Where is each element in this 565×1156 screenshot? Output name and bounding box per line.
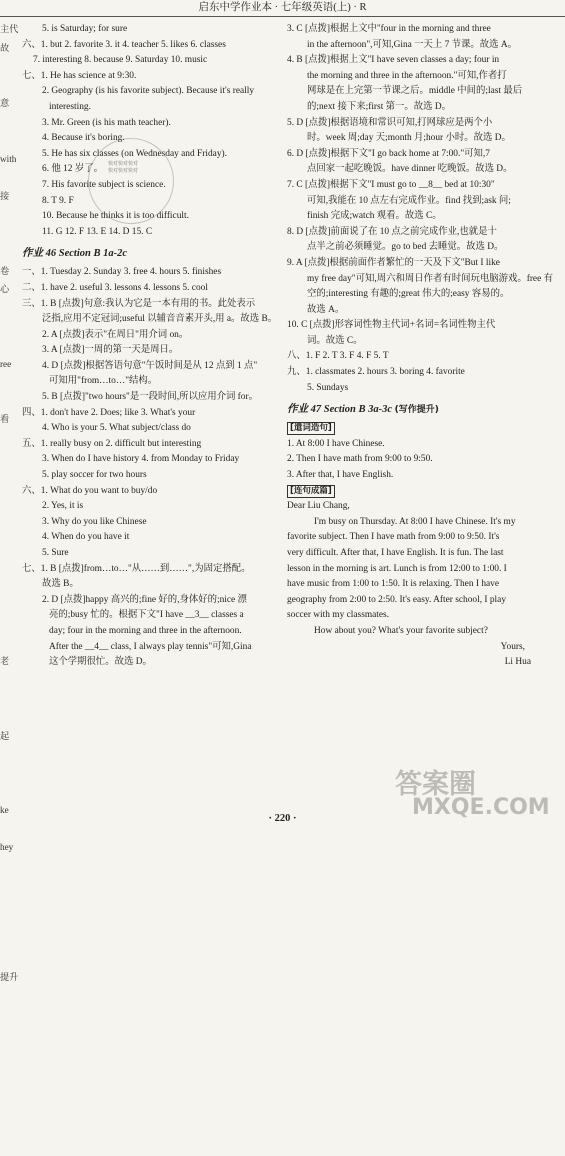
answer-line: interesting. (49, 101, 91, 112)
answer-line: the morning and three in the afternoon."可知,作者打 (307, 70, 507, 81)
edge-fragment (0, 431, 20, 450)
answer-line: 五、1. really busy on 2. difficult but interesting (22, 438, 202, 449)
edge-fragment (0, 394, 20, 413)
edge-fragment (0, 617, 20, 636)
answer-line: 3. When do I have history 4. from Monday to Friday (42, 454, 240, 465)
answer-line: 7. C [点拨]根据下文"I must go to __8__ bed at 10:30" (287, 179, 495, 190)
edge-fragment (0, 301, 20, 320)
answer-line: 3. After that, I have English. (287, 470, 394, 481)
answer-line: 故选 A。 (307, 304, 345, 315)
answer-line: How about you? What's your favorite subject? (314, 625, 488, 636)
answer-line: 2. Then I have math from 9:00 to 9:50. (287, 454, 433, 465)
answer-line: day; four in the morning and three in the afternoon. (49, 625, 242, 636)
answer-line: 3. Why do you like Chinese (42, 516, 147, 527)
answer-line: favorite subject. Then I have math from 9:00 to 9:50. It's (287, 532, 500, 543)
edge-fragment: 卷 (0, 265, 10, 276)
answer-line: 6. D [点拨]根据下文"I go back home at 7:00."可知,7 (287, 148, 490, 159)
answer-line: 2. Yes, it is (42, 501, 84, 512)
answer-line: 可知用"from…to…"结构。 (49, 376, 158, 387)
answer-line: 六、1. What do you want to buy/do (22, 485, 158, 496)
edge-fragment: 看 (0, 414, 10, 425)
answer-line: 点半之前必须睡觉。go to bed 去睡觉。故选 D。 (307, 242, 504, 253)
answer-line: 4. D [点拨]根据答语句意"午饭时间是从 12 点到 1 点" (42, 360, 258, 371)
answer-line: 三、1. B [点拨]句意:我认为它是一本有用的书。此处表示 (22, 298, 256, 309)
answer-line: 7. His favorite subject is science. (42, 179, 166, 190)
edge-fragment: 意 (0, 98, 10, 109)
answer-line: 八、1. F 2. T 3. F 4. F 5. T (287, 351, 389, 362)
answer-line: 2. D [点拨]happy 高兴的;fine 好的,身体好的;nice 漂 (42, 594, 247, 605)
answer-line: 这个学期很忙。故选 D。 (49, 657, 152, 668)
answer-line: have music from 1:00 to 1:50. It is relaxing. Then I have (287, 579, 500, 590)
answer-line: 可知,我能在 10 点左右完成作业。find 找到;ask 问; (307, 195, 511, 206)
watermark-logo: 答案圈 (395, 769, 476, 800)
stamp-text-1: 快对快对快对 (108, 161, 139, 167)
page-header (0, 0, 565, 17)
left-edge-fragments (0, 22, 20, 1156)
edge-fragment (0, 320, 20, 339)
composition-body (287, 499, 555, 639)
answer-line: 时。week 周;day 天;month 月;hour 小时。故选 D。 (307, 133, 511, 144)
answer-line: 四、1. don't have 2. Does; like 3. What's your (22, 407, 196, 418)
answer-line: After the __4__ class, I always play tennis"可知,Gina (49, 641, 252, 652)
answer-line: 5. D [点拨]根据语境和常识可知,打网球应是两个小 (287, 117, 493, 128)
left-column (22, 22, 278, 671)
answer-line: soccer with my classmates. (287, 610, 390, 621)
answer-line: 5. Sure (42, 548, 69, 558)
answer-line: I'm busy on Thursday. At 8:00 I have Chinese. It's my (314, 516, 516, 527)
watermark-url: MXQE.COM (412, 795, 550, 820)
circular-stamp (88, 138, 174, 224)
edge-fragment: 主代 (0, 24, 19, 34)
edge-fragment: hey (0, 842, 14, 853)
right-column (287, 22, 555, 671)
answer-line: 3. A [点拨]一周的第一天是周日。 (42, 345, 179, 356)
answer-line: 6. 他 12 岁了。 (42, 164, 103, 175)
edge-fragment (0, 1082, 20, 1101)
edge-fragment: 老 (0, 656, 10, 667)
answer-line: 4. Because it's boring. (42, 133, 125, 144)
edge-fragment (0, 338, 20, 357)
answer-line: very difficult. After that, I have English. It is fun. The last (287, 548, 504, 558)
answers-block-46 (22, 265, 278, 670)
edge-fragment: 接 (0, 191, 10, 202)
sentence-answers (287, 437, 555, 484)
edge-fragment (0, 1100, 20, 1119)
edge-fragment: 心 (0, 284, 10, 295)
answer-line: 7. interesting 8. because 9. Saturday 10. music (33, 55, 208, 66)
answer-line: 10. C [点拨]形容词性物主代词+名词=名词性物主代 (287, 320, 496, 331)
answer-line: 4. B [点拨]根据上文"I have seven classes a day; four in (287, 55, 500, 66)
header-title: 启东中学作业本 · 七年级英语(上) · R (198, 2, 367, 13)
answer-line: in the afternoon",可知,Gina 一天上 7 节课。故选 A。 (307, 39, 518, 50)
answer-line: 5. is Saturday; for sure (42, 24, 128, 34)
edge-fragment (0, 1045, 20, 1064)
edge-fragment (0, 1119, 20, 1138)
page-number: · 220 · (268, 813, 297, 824)
section-heading-46 (22, 246, 278, 262)
edge-fragment (0, 989, 20, 1008)
answer-line: 网球是在上完第一节课之后。middle 中间的;last 最后 (307, 86, 523, 97)
answer-line: 2. A [点拨]表示"在周日"用介词 on。 (42, 329, 189, 340)
answers-block-46-continued (287, 22, 555, 396)
edge-fragment (0, 561, 20, 580)
edge-fragment (0, 78, 20, 97)
section-47-label: 作业 47 Section B 3a-3c (287, 404, 392, 416)
edge-fragment (0, 227, 20, 246)
edge-fragment (0, 1138, 20, 1156)
answer-line: geography from 2:00 to 2:50. It's easy. After school, I play (287, 594, 507, 605)
stamp-text-2: 快对快对快对 (108, 168, 139, 174)
answer-line: 5. play soccer for two hours (42, 470, 147, 481)
answer-line: 二、1. have 2. useful 3. lessons 4. lessons 5. cool (22, 282, 208, 293)
answer-line: 六、1. but 2. favorite 3. it 4. teacher 5. likes 6. classes (22, 39, 226, 50)
subheading-composition: [连句成篇] (287, 485, 335, 498)
answer-line: 9. A [点拨]根据前面作者繁忙的一天及下文"But I like (287, 257, 500, 268)
edge-fragment (0, 580, 20, 599)
edge-fragment (0, 877, 20, 896)
edge-fragment (0, 1063, 20, 1082)
edge-fragment: 提升 (0, 972, 19, 983)
section-heading-47 (287, 402, 555, 418)
answer-line: 5. He has six classes (on Wednesday and Friday). (42, 148, 227, 159)
answer-line: 5. B [点拨]"two hours"是一段时间,所以应用介词 for。 (42, 392, 258, 403)
answer-line: 3. Mr. Green (is his math teacher). (42, 117, 171, 128)
edge-fragment (0, 208, 20, 227)
answer-line: 10. Because he thinks it is too difficult. (42, 211, 189, 222)
edge-fragment (0, 673, 20, 692)
edge-fragment: 起 (0, 730, 10, 741)
answer-line: 空的;interesting 有趣的;great 伟大的;easy 容易的。 (307, 289, 510, 300)
answer-line: 词。故选 C。 (307, 335, 363, 346)
edge-fragment (0, 505, 20, 524)
edge-fragment (0, 747, 20, 766)
answer-line: my free day"可知,周六和周日作者有时间玩电脑游戏。free 有 (307, 273, 553, 284)
edge-fragment (0, 543, 20, 562)
answer-line: finish 完成;watch 观看。故选 C。 (307, 211, 442, 222)
answer-line: 4. Who is your 5. What subject/class do (42, 423, 191, 434)
edge-fragment (0, 822, 20, 841)
edge-fragment (0, 1007, 20, 1026)
edge-fragment: 故 (0, 42, 10, 53)
answer-line: 8. D [点拨]前面说了在 10 点之前完成作业,也就是十 (287, 226, 497, 237)
edge-fragment (0, 468, 20, 487)
edge-fragment (0, 171, 20, 190)
answer-line: 故选 B。 (42, 579, 79, 590)
answer-line: 11. G 12. F 13. E 14. D 15. C (42, 226, 153, 237)
edge-fragment (0, 115, 20, 134)
closing-signature: Li Hua (504, 657, 531, 668)
answer-line: 5. Sundays (307, 382, 349, 393)
answer-line: 九、1. classmates 2. hours 3. boring 4. favorite (287, 367, 465, 378)
edge-fragment (0, 598, 20, 617)
edge-fragment (0, 952, 20, 971)
edge-fragment (0, 59, 20, 78)
edge-fragment (0, 915, 20, 934)
answer-line: 一、1. Tuesday 2. Sunday 3. free 4. hours 5. finishes (22, 267, 222, 278)
answer-line: 亮的;busy 忙的。根据下文"I have __3__ classes a (49, 610, 244, 621)
edge-fragment (0, 766, 20, 785)
edge-fragment (0, 691, 20, 710)
section-46-label: 作业 46 Section B 1a-2c (22, 248, 127, 260)
section-47-note: (写作提升) (394, 405, 439, 416)
answer-line: 点回家一起吃晚饭。have dinner 吃晚饭。故选 D。 (307, 164, 513, 175)
edge-fragment: with (0, 154, 17, 165)
edge-fragment (0, 524, 20, 543)
edge-fragment (0, 134, 20, 153)
edge-fragment (0, 375, 20, 394)
answer-line: 七、1. B [点拨]from…to…"从……到……",为固定搭配。 (22, 563, 251, 574)
edge-fragment (0, 487, 20, 506)
closing-yours: Yours, (500, 641, 525, 652)
answer-line: lesson in the morning is art. Lunch is from 12:00 to 1:00. I (287, 563, 507, 574)
answer-line: 1. At 8:00 I have Chinese. (287, 438, 385, 449)
answer-line: 3. C [点拨]根据上文中"four in the morning and three (287, 24, 491, 34)
answer-line: 七、1. He has science at 9:30. (22, 70, 137, 81)
answer-line: Dear Liu Chang, (287, 501, 350, 512)
answer-line: 泛指,应用不定冠词;useful 以辅音音素开头,用 a。故选 B。 (42, 314, 278, 325)
edge-fragment (0, 636, 20, 655)
edge-fragment: ree (0, 358, 12, 369)
edge-fragment (0, 450, 20, 469)
edge-fragment: ke (0, 804, 9, 815)
edge-fragment (0, 245, 20, 264)
answer-line: 的;next 接下来;first 第一。故选 D。 (307, 101, 452, 112)
edge-fragment (0, 710, 20, 729)
edge-fragment (0, 784, 20, 803)
edge-fragment (0, 1026, 20, 1045)
edge-fragment (0, 933, 20, 952)
edge-fragment (0, 859, 20, 878)
edge-fragment (0, 896, 20, 915)
answer-line: 2. Geography (is his favorite subject). Because it's really (42, 86, 255, 97)
subheading-sentences: [遣词造句] (287, 422, 335, 435)
answer-line: 4. When do you have it (42, 532, 130, 543)
answer-line: 8. T 9. F (42, 195, 74, 206)
